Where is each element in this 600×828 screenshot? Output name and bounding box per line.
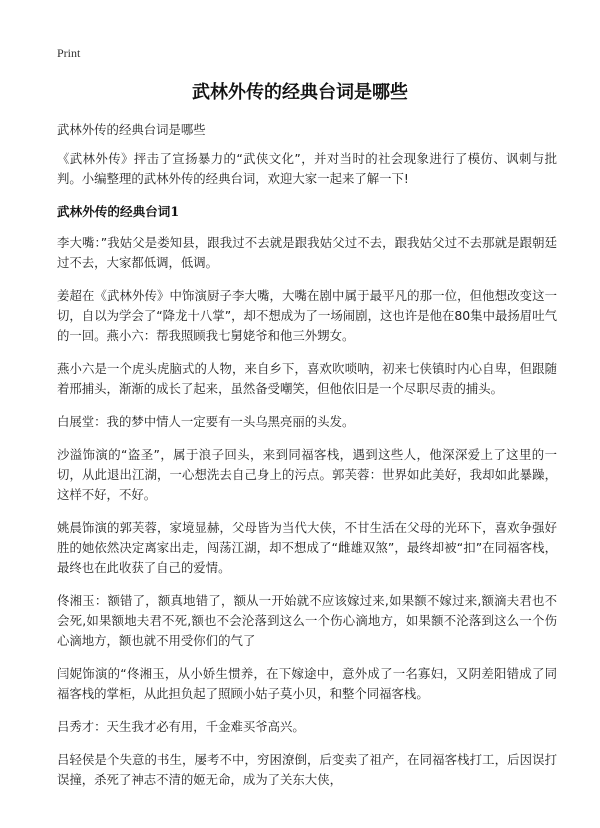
print-link[interactable]: Print [57,46,81,60]
article-subtitle: 武林外传的经典台词是哪些 [57,122,206,137]
intro-paragraph: 《武林外传》抨击了宣扬暴力的“武侠文化”，并对当时的社会现象进行了模仿、讽刺与批判。小编整理的武林外传的经典台词，欢迎大家一起来了解一下! [57,151,557,186]
paragraph: 姜超在《武林外传》中饰演厨子李大嘴，大嘴在剧中属于最平凡的那一位，但他想改变这一切，自以为学会了“降龙十八掌”，却不想成为了一场闹剧，这也许是他在80集中最扬眉吐气的一回。燕小六：帮我照顾我七舅姥爷和他三外甥女。 [57,288,557,343]
paragraph: 吕轻侯是个失意的书生，屡考不中，穷困潦倒，后变卖了祖产，在同福客栈打工，后因误打误撞，杀死了神志不清的姬无命，成为了关东大侠， [57,752,557,787]
paragraph: 沙溢饰演的“盗圣”，属于浪子回头，来到同福客栈，遇到这些人，他深深爱上了这里的一切，从此退出江湖，一心想洗去自己身上的污点。郭芙蓉：世界如此美好，我却如此暴躁，这样不好，不好。 [57,447,557,502]
paragraph: 燕小六是一个虎头虎脑式的人物，来自乡下，喜欢吹唢呐，初来七侠镇时内心自卑，但跟随着邢捕头，渐渐的成长了起来，虽然备受嘲笑，但他依旧是一个尽职尽责的捕头。 [57,361,557,396]
paragraph: 白展堂：我的梦中情人一定要有一头乌黑亮丽的头发。 [57,414,355,429]
article-body [57,120,557,803]
paragraph: 吕秀才：天生我才必有用，千金难买爷高兴。 [57,719,305,734]
section-heading: 武林外传的经典台词1 [57,204,180,219]
paragraph: 姚晨饰演的郭芙蓉，家境显赫，父母皆为当代大侠，不甘生活在父母的光环下，喜欢争强好胜的她依然决定离家出走，闯荡江湖，却不想成了“雌雄双煞”，最终却被“扣”在同福客栈，最终也在此收获了自己的爱情。 [57,520,557,575]
page-title: 武林外传的经典台词是哪些 [192,82,408,103]
paragraph: 李大嘴：”我姑父是娄知县，跟我过不去就是跟我姑父过不去，跟我姑父过不去那就是跟朝廷过不去，大家都低调，低调。 [57,235,557,270]
paragraph: 闫妮饰演的“佟湘玉，从小娇生惯养，在下嫁途中，意外成了一名寡妇，又阴差阳错成了同福客栈的掌柜，从此担负起了照顾小姑子莫小贝，和整个同福客栈。 [57,666,557,701]
paragraph: 佟湘玉：额错了，额真地错了，额从一开始就不应该嫁过来,如果额不嫁过来,额滴夫君也不会死,如果额地夫君不死,额也不会沦落到这么一个伤心滴地方，如果额不沦落到这么一个伤心滴地方，额也就不用受你们的气了 [57,593,557,648]
